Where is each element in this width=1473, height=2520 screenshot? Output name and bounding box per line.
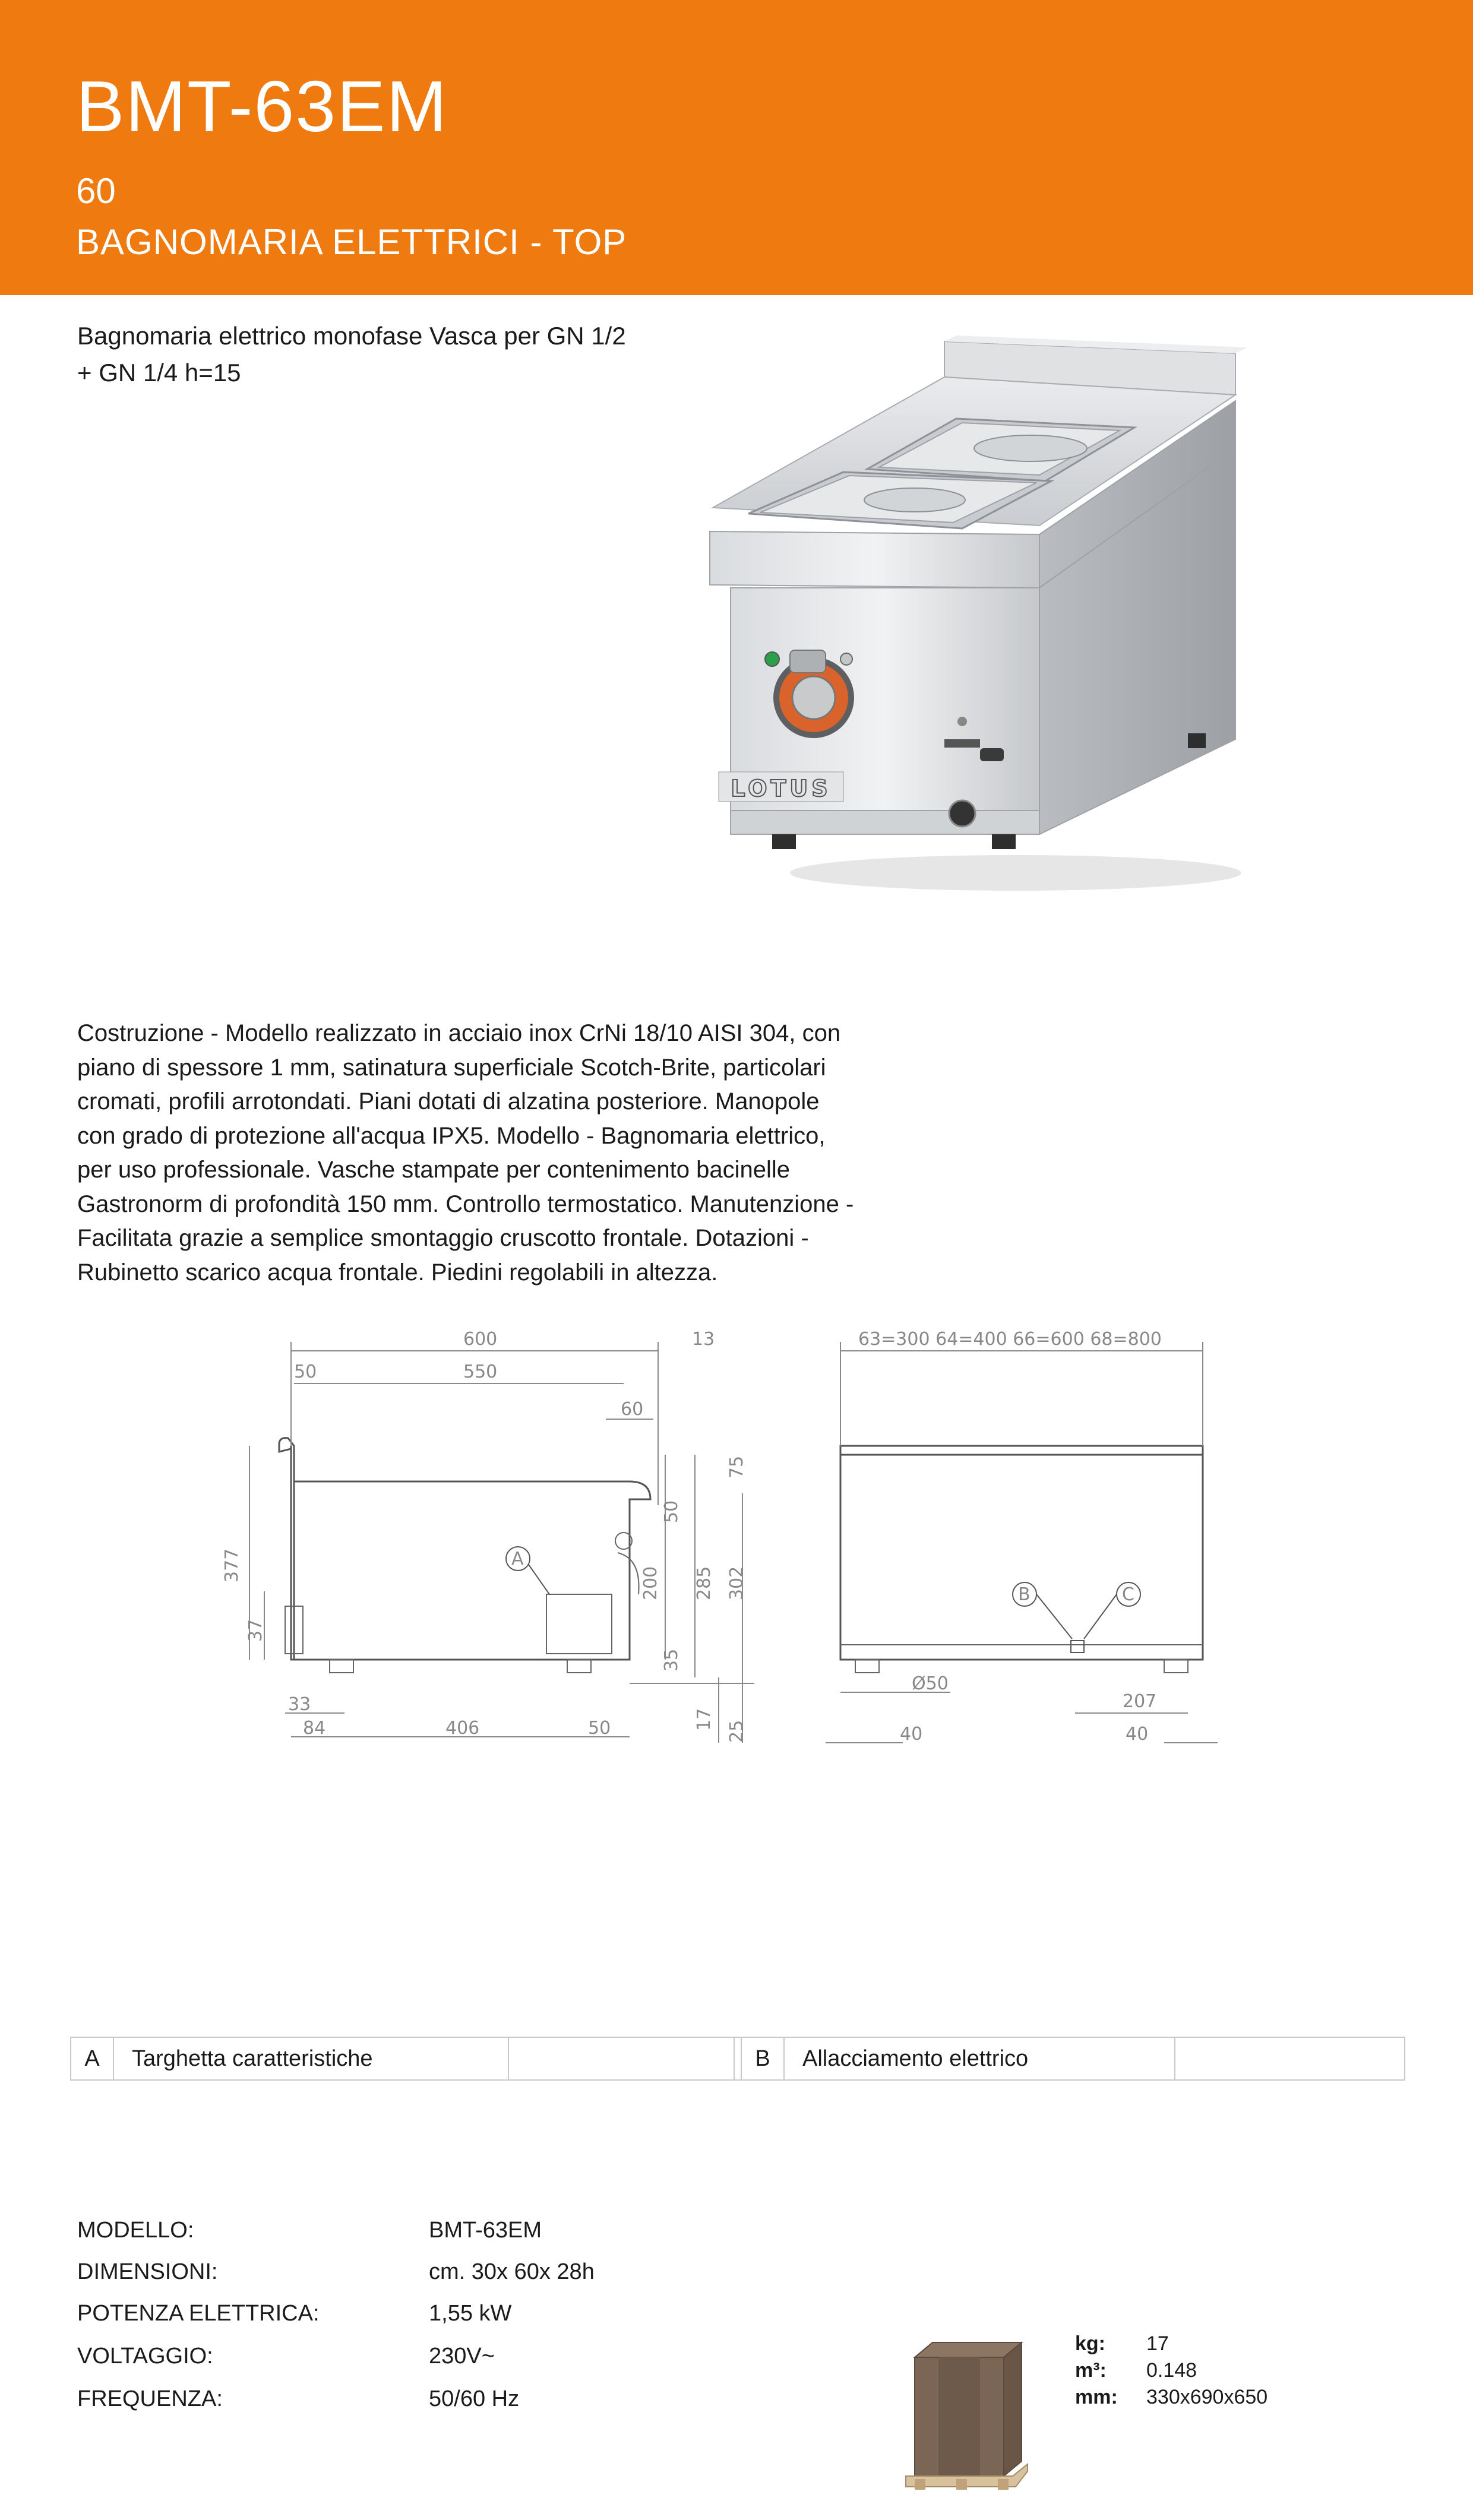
packaging-row (1075, 2331, 1313, 2357)
side-dim-33: 33 (288, 1694, 311, 1715)
spec-label: POTENZA ELETTRICA: (77, 2301, 320, 2326)
side-dim-200: 200 (640, 1566, 661, 1600)
spec-row (77, 2386, 731, 2416)
spec-row (77, 2344, 731, 2373)
spec-value: 230V~ (429, 2344, 495, 2369)
packaging-label: m³: (1075, 2359, 1107, 2382)
spec-row (77, 2301, 731, 2331)
spec-value: cm. 30x 60x 28h (429, 2259, 595, 2284)
marker-c: C (1122, 1584, 1134, 1605)
side-dim-60: 60 (621, 1399, 644, 1420)
spec-value: 1,55 kW (429, 2301, 512, 2326)
side-dim-406: 406 (445, 1718, 480, 1739)
size-code: 60 (76, 171, 116, 211)
spec-label: FREQUENZA: (77, 2386, 223, 2411)
spec-row (77, 2218, 731, 2247)
package-box-icon (903, 2334, 1033, 2494)
header-bar (0, 0, 1473, 295)
model-title: BMT-63EM (76, 66, 448, 147)
packaging-row (1075, 2357, 1313, 2384)
product-photo (683, 330, 1271, 900)
packaging-info (1075, 2331, 1313, 2411)
spec-label: VOLTAGGIO: (77, 2344, 213, 2369)
side-dim-50-right: 50 (661, 1500, 682, 1523)
side-dim-84: 84 (303, 1718, 326, 1739)
legend-empty-b (1175, 2038, 1404, 2079)
legend-gap (735, 2038, 742, 2079)
front-dim-d50: Ø50 (912, 1673, 949, 1694)
marker-a: A (511, 1549, 524, 1569)
packaging-label: kg: (1075, 2332, 1105, 2355)
packaging-value: 17 (1146, 2332, 1169, 2355)
front-dim-40-left: 40 (900, 1724, 923, 1745)
legend-key-b: B (742, 2038, 785, 2079)
marker-b: B (1018, 1584, 1031, 1605)
side-dim-75: 75 (726, 1455, 747, 1479)
legend-text-a: Targhetta caratteristiche (114, 2038, 509, 2079)
side-dim-302: 302 (726, 1566, 747, 1600)
packaging-value: 0.148 (1146, 2359, 1197, 2382)
side-dim-35: 35 (661, 1648, 682, 1671)
spec-label: DIMENSIONI: (77, 2259, 218, 2284)
brand-logo: LOTUS (731, 775, 832, 802)
legend-table (70, 2037, 1405, 2081)
spec-value: 50/60 Hz (429, 2386, 520, 2411)
packaging-label: mm: (1075, 2386, 1118, 2408)
side-dim-37: 37 (245, 1619, 266, 1642)
front-widths: 63=300 64=400 66=600 68=800 (858, 1329, 1162, 1350)
packaging-row (1075, 2384, 1313, 2411)
front-dim-207: 207 (1123, 1691, 1157, 1712)
side-dim-285: 285 (694, 1566, 715, 1600)
front-dim-40-right: 40 (1126, 1724, 1149, 1745)
legend-text-b: Allacciamento elettrico (785, 2038, 1175, 2079)
side-dim-600: 600 (463, 1329, 498, 1350)
side-dim-25: 25 (726, 1720, 747, 1743)
spec-value: BMT-63EM (429, 2218, 542, 2243)
short-description: Bagnomaria elettrico monofase Vasca per GN 1/2 + GN 1/4 h=15 (77, 322, 626, 387)
side-dim-17: 17 (694, 1708, 715, 1731)
side-dim-13: 13 (692, 1329, 715, 1350)
side-dim-550: 550 (463, 1362, 498, 1382)
spec-row (77, 2259, 731, 2289)
technical-drawing (214, 1327, 1235, 1766)
packaging-value: 330x690x650 (1146, 2386, 1268, 2408)
side-dim-377: 377 (222, 1548, 242, 1582)
long-description: Costruzione - Modello realizzato in acciaio inox CrNi 18/10 AISI 304, con piano di spessore 1 mm, satinatura superficiale Scotch-Brite, particolari cromati, profili arrotondati. Piani dotati di alzatina posteriore. Manopole con grado di protezione all'acqua IPX5. Modello - Bagnomaria elettrico, per uso professionale. Vasche stampate per contenimento bacinelle Gastronorm di profondità 150 mm. Controllo termostatico. Manutenzione - Facilitata grazie a semplice smontaggio cruscotto frontale. Dotazioni - Rubinetto scarico acqua frontale. Piedini regolabili in altezza. (77, 1020, 854, 1286)
legend-key-a: A (71, 2038, 114, 2079)
side-dim-50-top: 50 (294, 1362, 317, 1382)
category-title: BAGNOMARIA ELETTRICI - TOP (76, 222, 627, 262)
legend-empty-a (509, 2038, 735, 2079)
side-dim-50-bottom: 50 (588, 1718, 611, 1739)
spec-label: MODELLO: (77, 2218, 194, 2243)
